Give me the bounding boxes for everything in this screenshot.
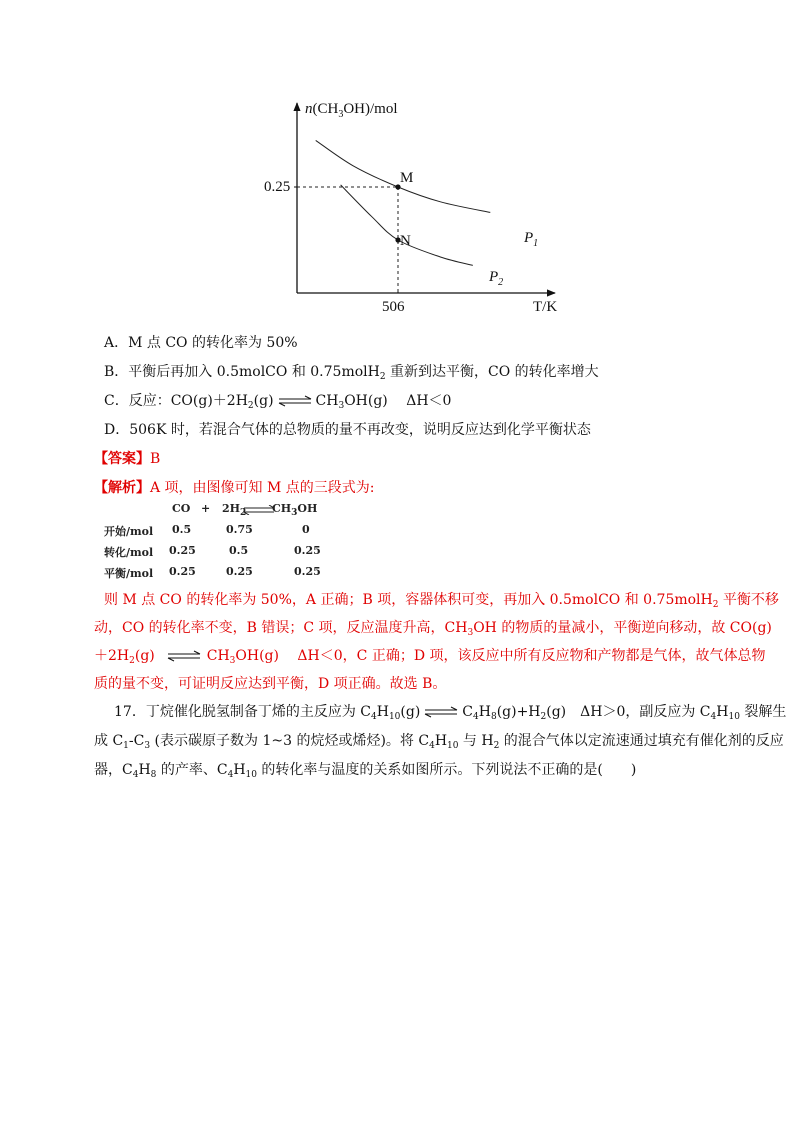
table-cell: 0.5: [229, 544, 249, 557]
x-tick-label: 506: [382, 299, 405, 315]
label-p1: $P_1$: [524, 230, 539, 249]
option-a: A．M 点 CO 的转化率为 50%: [104, 335, 298, 351]
answer-line: 【答案】B: [94, 451, 161, 467]
table-cell: 0.5: [172, 523, 192, 536]
table-cell: 0.25: [294, 544, 321, 557]
analysis-intro: 【解析】A 项，由图像可知 M 点的三段式为:: [94, 480, 375, 496]
option-d: D．506K 时，若混合气体的总物质的量不再改变，说明反应达到化学平衡状态: [104, 422, 591, 438]
table-header-plus: +: [201, 502, 211, 515]
y-tick-label: 0.25: [264, 179, 291, 195]
equilibrium-arrow-icon: [424, 706, 458, 718]
analysis-line-1: 则 M 点 CO 的转化率为 50%，A 正确；B 项，容器体积可变，再加入 0.5molCO 和 0.75molH$_2$ 平衡不移: [104, 592, 779, 610]
table-cell: 0.75: [226, 523, 253, 536]
question-17-line-1: 17．丁烷催化脱氢制备丁烯的主反应为 $C_4H_{10}(g)$ $C_4H_8(g)+H_2(g)$ ΔH＞0，副反应为 $C_4H_{10}$ 裂解生: [114, 704, 787, 722]
question-17-line-3: 器，$C_4H_8$ 的产率、$C_4H_{10}$ 的转化率与温度的关系如图所示。下列说法不正确的是( ): [94, 762, 637, 780]
analysis-line-4: 质的量不变，可证明反应达到平衡，D 项正确。故选 B。: [94, 676, 447, 692]
three-stage-table: [104, 502, 364, 580]
table-cell: 0.25: [169, 544, 196, 557]
equilibrium-arrow-icon: [167, 650, 201, 662]
label-m: M: [400, 170, 414, 186]
table-cell: 0.25: [169, 565, 196, 578]
curve-p2: [341, 185, 473, 266]
analysis-line-3: $+2H_2(g)$ $CH_3OH(g)$ ΔH＜0，C 正确；D 项，该反应中所有反应物和产物都是气体，故气体总物: [94, 648, 766, 666]
x-axis-label: T/K: [533, 299, 558, 315]
equilibrium-graph: [250, 95, 570, 320]
table-header-product: $CH_3OH$: [272, 502, 318, 518]
table-cell: 0: [302, 523, 310, 536]
question-17-line-2: 成 $C_1-C_3$ (表示碳原子数为 1~3 的烷烃或烯烃)。将 $C_4H_{10}$ 与 $H_2$ 的混合气体以定流速通过填充有催化剂的反应: [94, 733, 784, 751]
table-cell: 0.25: [294, 565, 321, 578]
label-p2: $P_2$: [489, 269, 504, 288]
option-b: B．平衡后再加入 0.5molCO 和 0.75molH$_2$ 重新到达平衡，CO 的转化率增大: [104, 364, 599, 382]
analysis-line-2: 动，CO 的转化率不变，B 错误；C 项，反应温度升高，$CH_3OH$ 的物质的量减小，平衡逆向移动，故 CO(g): [94, 620, 772, 638]
table-arrow-icon: [244, 505, 274, 515]
table-row-label: 平衡/mol: [104, 567, 154, 580]
table-header-h2: $2H_2$: [222, 502, 247, 518]
label-n: N: [400, 233, 411, 249]
table-header-co: CO: [172, 502, 191, 515]
option-c: C．反应：$CO(g)+2H_2(g)$ $CH_3OH(g)$ ΔH＜0: [104, 393, 452, 411]
table-row-label: 转化/mol: [104, 546, 154, 559]
y-axis-label: $n(CH_3OH)$/mol: [305, 101, 398, 120]
table-cell: 0.25: [226, 565, 253, 578]
equilibrium-arrow-icon: [278, 395, 312, 407]
table-row-label: 开始/mol: [104, 525, 154, 538]
